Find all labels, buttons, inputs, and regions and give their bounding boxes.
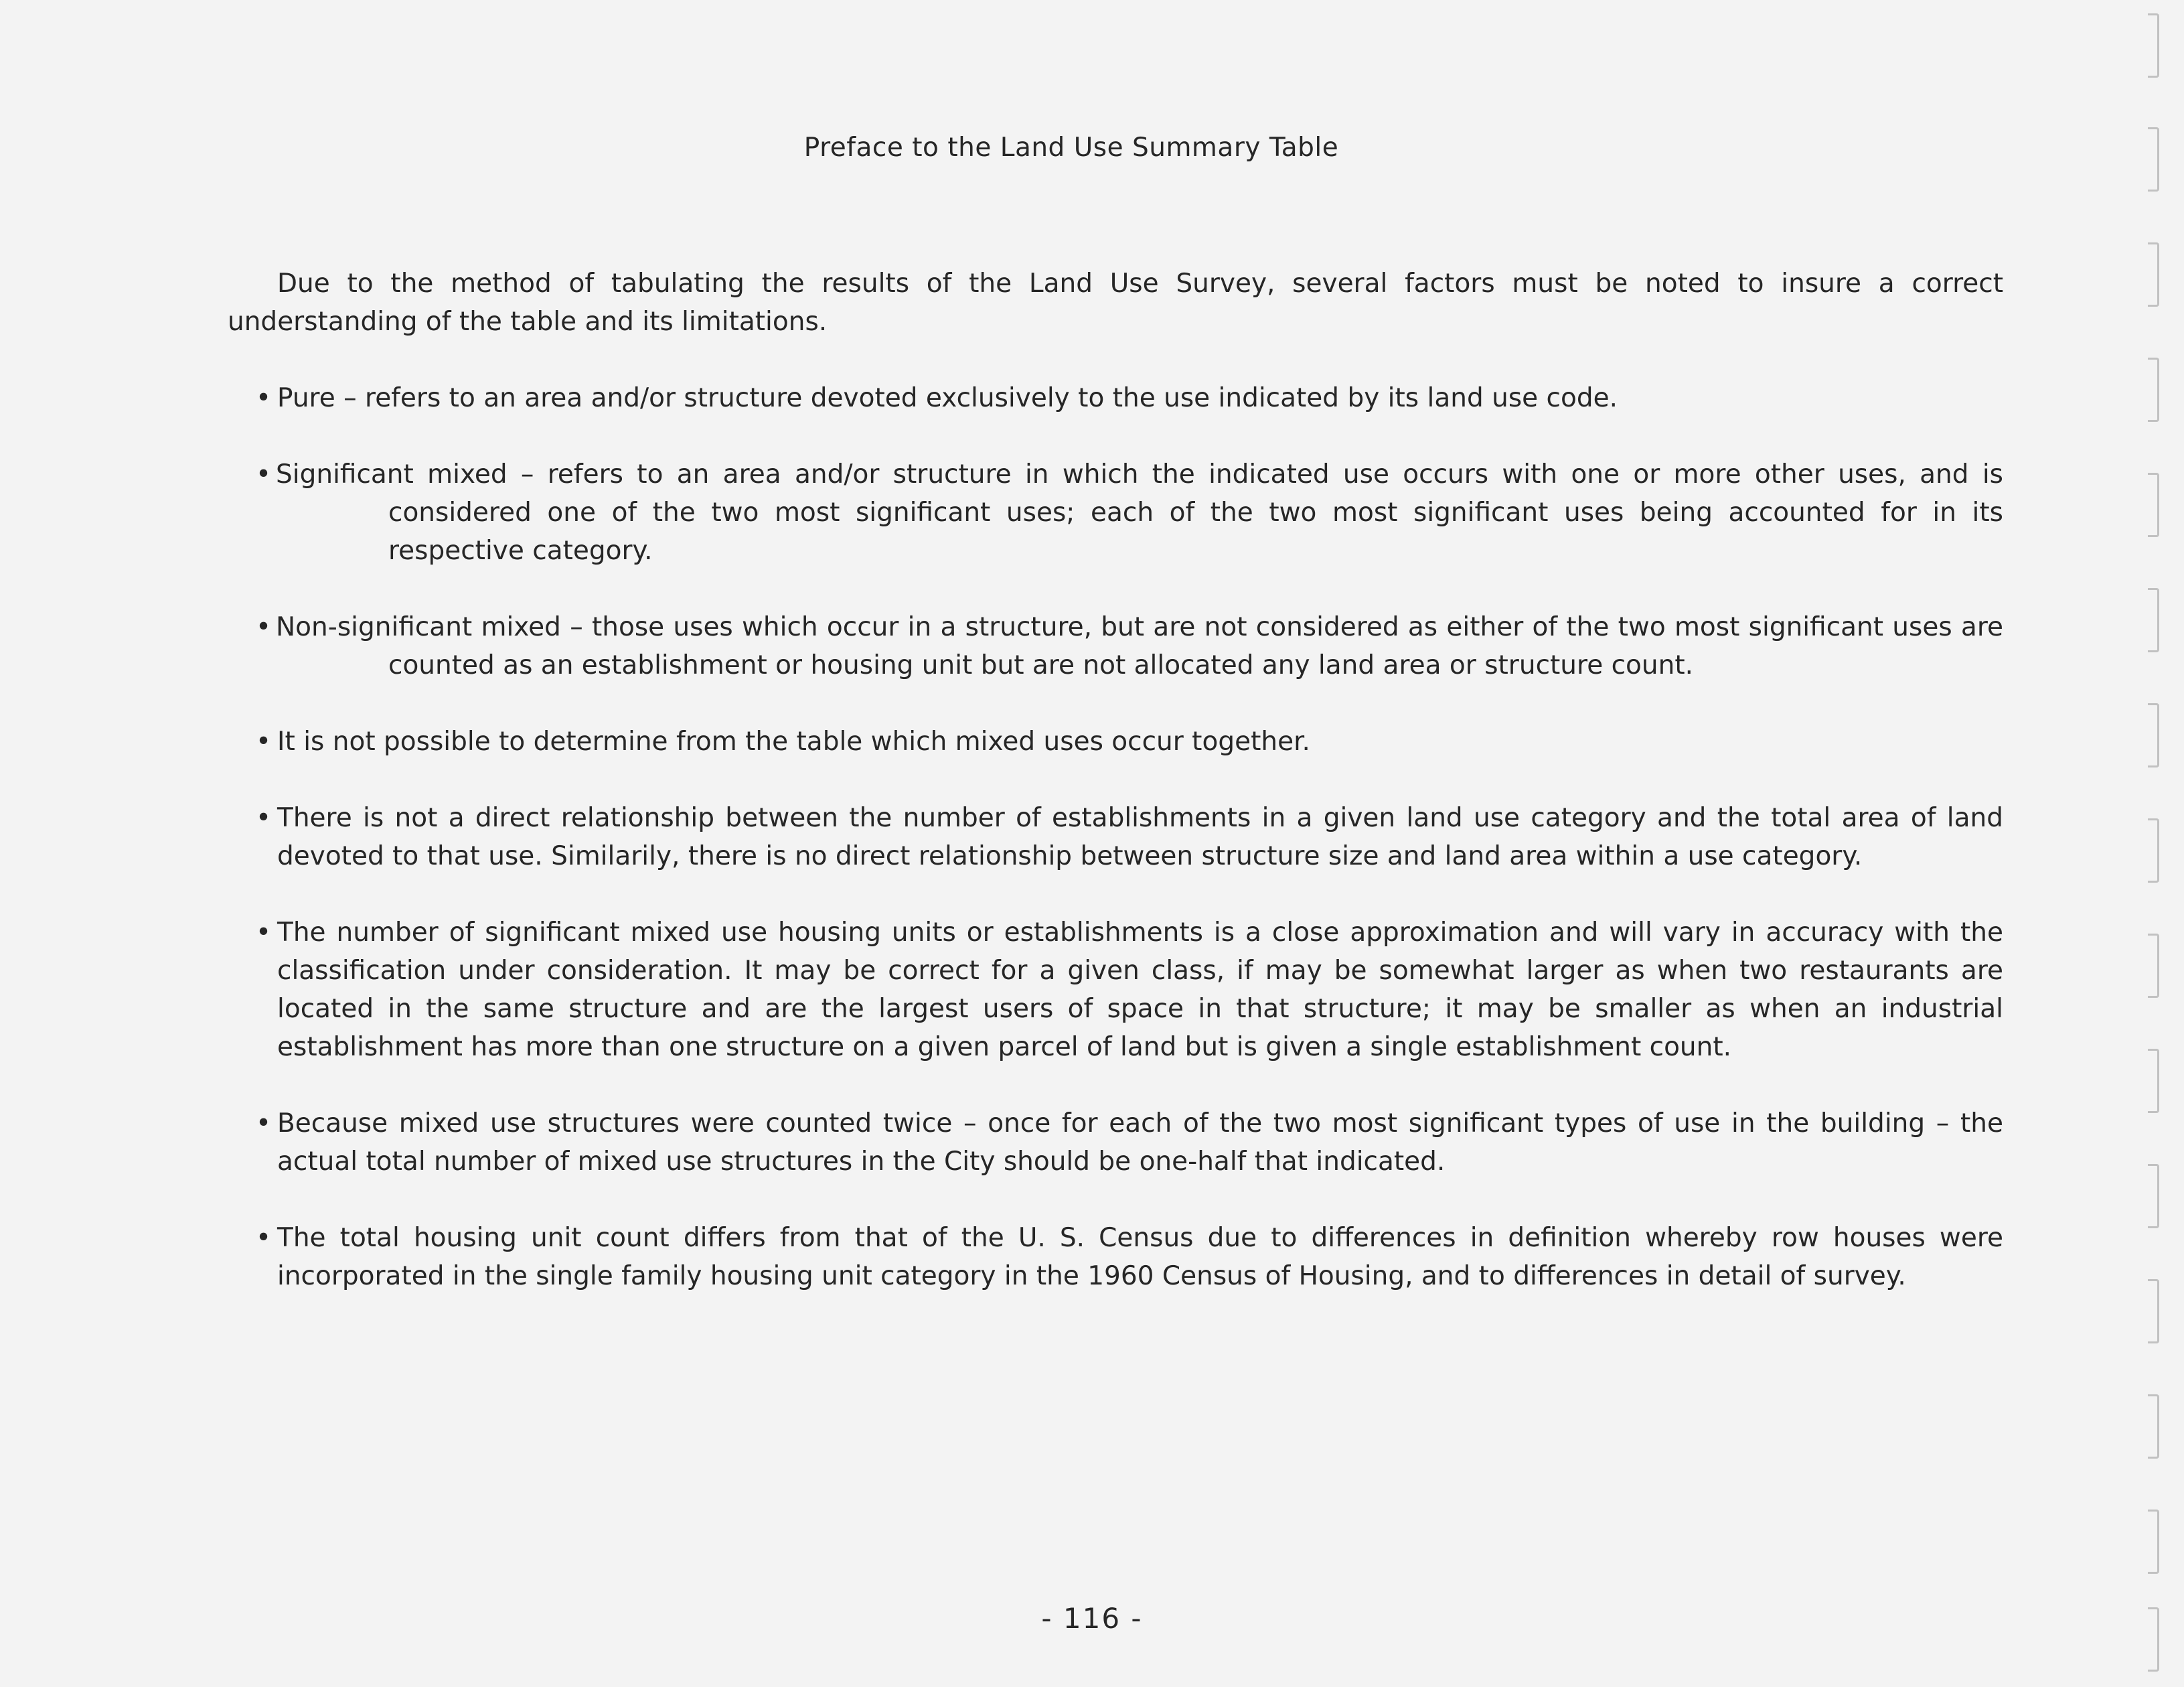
list-item-text: There is not a direct relationship between the number of establishments in a given land use category and the total area of land devoted to that use. Similarily, there is no direct relationship between structure size and land area within a use category.	[277, 803, 2003, 871]
binding-ring	[2148, 13, 2159, 78]
binding-ring	[2148, 127, 2159, 192]
binding-ring	[2148, 473, 2159, 537]
list-item-text: Pure – refers to an area and/or structure devoted exclusively to the use indicated by its land use code.	[277, 383, 1618, 413]
list-item-text: The number of significant mixed use housing units or establishments is a close approximation and will vary in accuracy with the classification under consideration. It may be correct for a given class, if may be somewhat larger as when two restaurants are located in the same structure and are the largest users of space in that structure; it may be smaller as when an industrial establishment has more than one structure on a given parcel of land but is given a single establishment count.	[277, 918, 2003, 1062]
list-item-pure	[228, 379, 2003, 417]
page-title: Preface to the Land Use Summary Table	[803, 133, 1339, 163]
list-item-mixed-uses-together	[228, 723, 2003, 761]
document-body	[228, 265, 2003, 1333]
list-item-text: It is not possible to determine from the table which mixed uses occur together.	[277, 727, 1310, 757]
list-item-text: Non-significant mixed – those uses which occur in a structure, but are not considered as either of the two most significant uses are counted as an establishment or housing unit but are not allocated any land area or structure count.	[276, 612, 2003, 680]
list-item-counted-twice	[228, 1104, 2003, 1181]
list-item-approximation	[228, 913, 2003, 1066]
list-item-text: The total housing unit count differs from that of the U. S. Census due to differences in definition whereby row houses were incorporated in the single family housing unit category in the 1960 Census of Housing, and to differences in detail of survey.	[277, 1223, 2003, 1291]
binding-ring	[2148, 1394, 2159, 1459]
bullet-marker: •	[256, 1108, 272, 1139]
binding-ring	[2148, 588, 2159, 652]
bullet-marker: •	[256, 459, 272, 490]
binding-ring	[2148, 818, 2159, 883]
intro-paragraph: Due to the method of tabulating the results of the Land Use Survey, several factors must be noted to insure a correct understanding of the table and its limitations.	[228, 269, 2003, 337]
list-item-significant-mixed	[228, 455, 2003, 570]
list-item-text: Because mixed use structures were counted twice – once for each of the two most significant types of use in the building – the actual total number of mixed use structures in the City should be one-half that indicated.	[277, 1108, 2003, 1177]
binding-ring	[2148, 703, 2159, 767]
list-item-establishments-relationship	[228, 799, 2003, 875]
list-item-census-difference	[228, 1219, 2003, 1295]
bullet-marker: •	[256, 918, 272, 948]
binding-ring	[2148, 1279, 2159, 1343]
binding-ring	[2148, 1607, 2159, 1672]
binding-ring	[2148, 934, 2159, 998]
bullet-marker: •	[256, 727, 272, 757]
binding-ring	[2148, 1049, 2159, 1113]
binding-ring	[2148, 1510, 2159, 1574]
binding-ring	[2148, 242, 2159, 307]
list-item-non-significant-mixed	[228, 608, 2003, 684]
bullet-marker: •	[256, 383, 272, 413]
bullet-marker: •	[256, 1223, 272, 1253]
binding-ring	[2148, 358, 2159, 422]
bullet-marker: •	[256, 803, 272, 833]
list-item-text: Significant mixed – refers to an area and/or structure in which the indicated use occurs with one or more other uses, and is considered one of the two most significant uses; each of the two most significant uses being accounted for in its respective category.	[276, 459, 2003, 566]
binding-ring	[2148, 1164, 2159, 1228]
bullet-marker: •	[256, 612, 272, 642]
page-number: - 116 -	[1041, 1602, 1143, 1635]
